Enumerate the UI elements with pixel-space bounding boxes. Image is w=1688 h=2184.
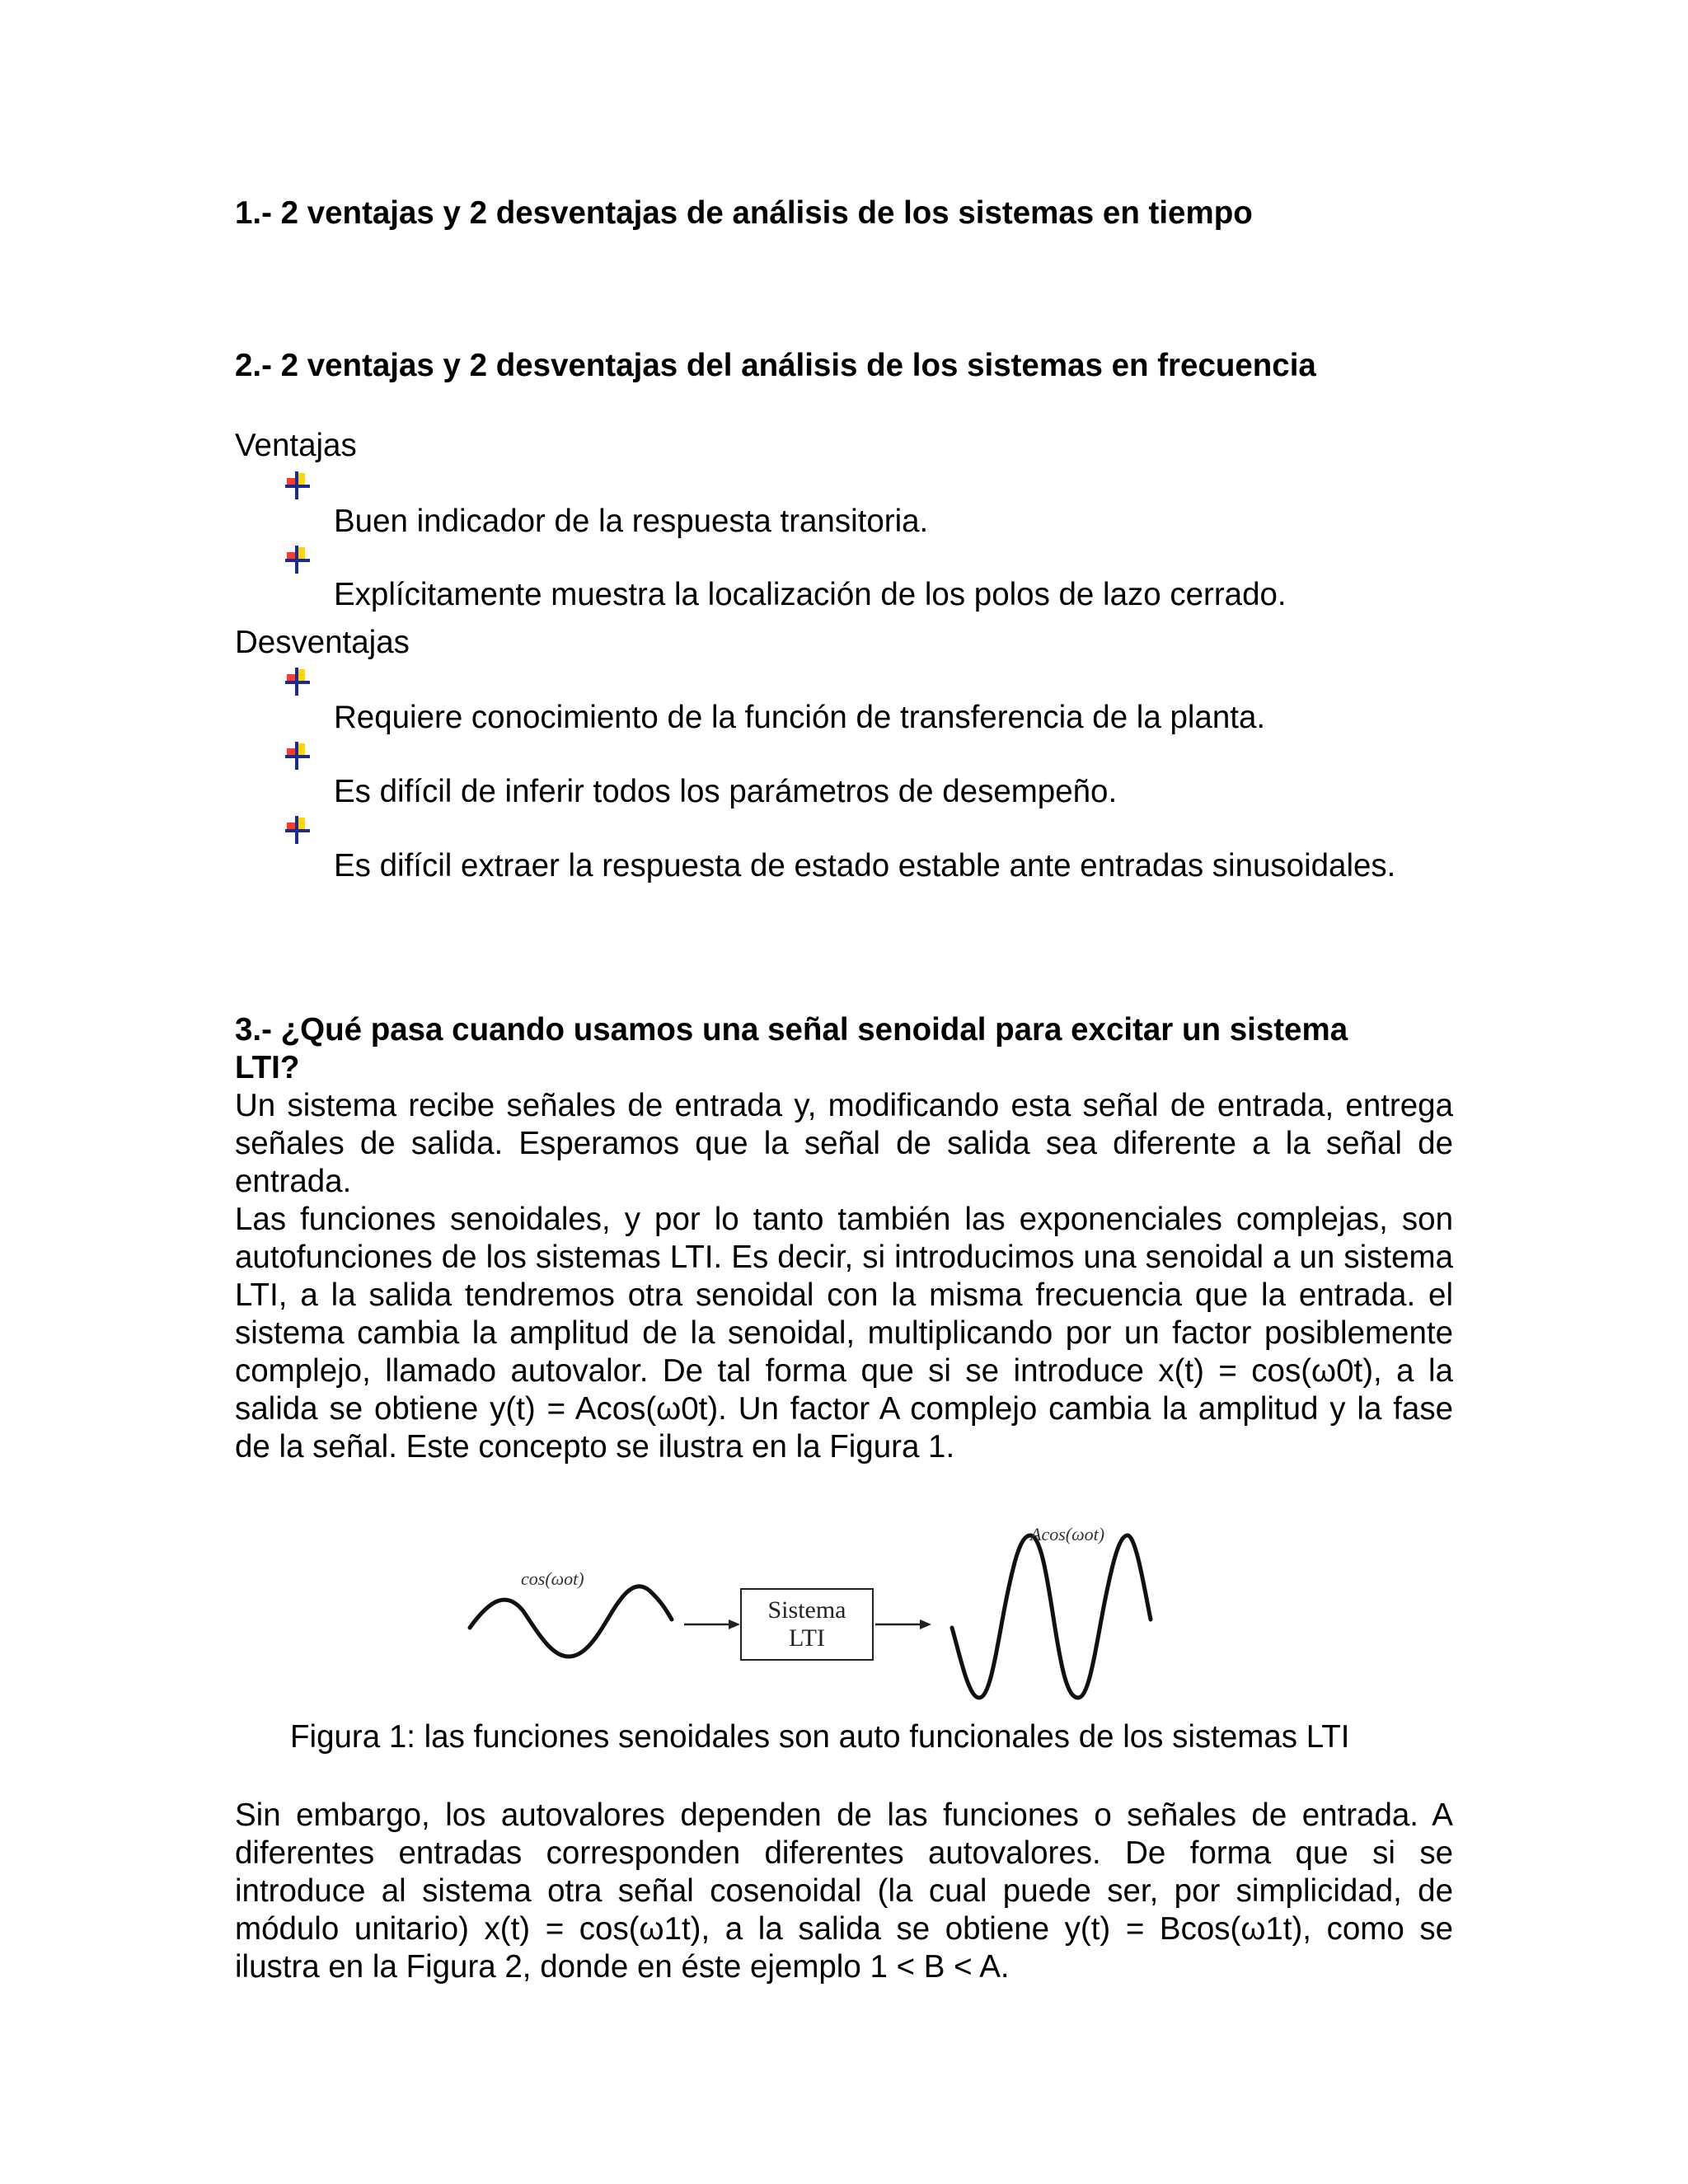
input-arrow-head — [729, 1619, 740, 1629]
push-pin-icon — [285, 668, 310, 696]
figure-1 — [445, 1512, 1187, 1710]
question-2-heading: 2.- 2 ventajas y 2 desventajas del análisis de los sistemas en frecuencia — [235, 348, 1316, 383]
lti-box-line1: Sistema — [767, 1596, 846, 1624]
advantage-item: Explícitamente muestra la localización de los polos de lazo cerrado. — [334, 577, 1287, 612]
output-arrow-head — [920, 1619, 931, 1629]
question-1-heading: 1.- 2 ventajas y 2 desventajas de análisis de los sistemas en tiempo — [235, 195, 1253, 231]
question-3-heading-line1: 3.- ¿Qué pasa cuando usamos una señal senoidal para excitar un sistema — [235, 1012, 1348, 1047]
paragraph-1: Un sistema recibe señales de entrada y, modificando esta señal de entrada, entrega señales de salida. Esperamos que la señal de salida sea diferente a la señal de entrada. — [235, 1088, 1453, 1199]
advantage-item: Buen indicador de la respuesta transitoria. — [334, 504, 929, 539]
output-signal-label: Acos(ωot) — [1030, 1524, 1105, 1544]
advantages-heading: Ventajas — [235, 428, 357, 463]
input-signal-label: cos(ωot) — [521, 1568, 584, 1589]
figure-1-caption: Figura 1: las funciones senoidales son auto funcionales de los sistemas LTI — [290, 1719, 1350, 1755]
output-wave — [952, 1535, 1151, 1698]
paragraph-2: Las funciones senoidales, y por lo tanto también las exponenciales complejas, son autofunciones de los sistemas LTI. Es decir, si introducimos una senoidal a un sistema LTI, a la salida tendremos otra senoidal con la misma frecuencia que la entrada. el sistema cambia la amplitud de la senoidal, multiplicando por un factor posiblemente complejo, llamado autovalor. De tal forma que si se introduce x(t) = cos(ω0t), a la salida se obtiene y(t) = Acos(ω0t). Un factor A complejo cambia la amplitud y la fase de la señal. Este concepto se ilustra en la Figura 1. — [235, 1202, 1453, 1465]
lti-system-box — [740, 1588, 874, 1661]
disadvantage-item: Es difícil de inferir todos los parámetros de desempeño. — [334, 774, 1118, 809]
disadvantage-item: Es difícil extraer la respuesta de estado estable ante entradas sinusoidales. — [334, 848, 1396, 883]
disadvantage-item: Requiere conocimiento de la función de transferencia de la planta. — [334, 700, 1266, 735]
push-pin-icon — [285, 546, 310, 574]
push-pin-icon — [285, 742, 310, 770]
push-pin-icon — [285, 816, 310, 844]
paragraph-3: Sin embargo, los autovalores dependen de las funciones o señales de entrada. A diferentes entradas corresponden diferentes autovalores. De forma que si se introduce al sistema otra señal cosenoidal (la cual puede ser, por simplicidad, de módulo unitario) x(t) = cos(ω1t), a la salida se obtiene y(t) = Bcos(ω1t), como se ilustra en la Figura 2, donde en éste ejemplo 1 < B < A. — [235, 1797, 1453, 1985]
push-pin-icon — [285, 471, 310, 499]
question-3-heading-line2: LTI? — [235, 1050, 300, 1085]
input-wave — [470, 1586, 672, 1657]
lti-box-line2: LTI — [789, 1624, 825, 1652]
disadvantages-heading: Desventajas — [235, 625, 410, 660]
